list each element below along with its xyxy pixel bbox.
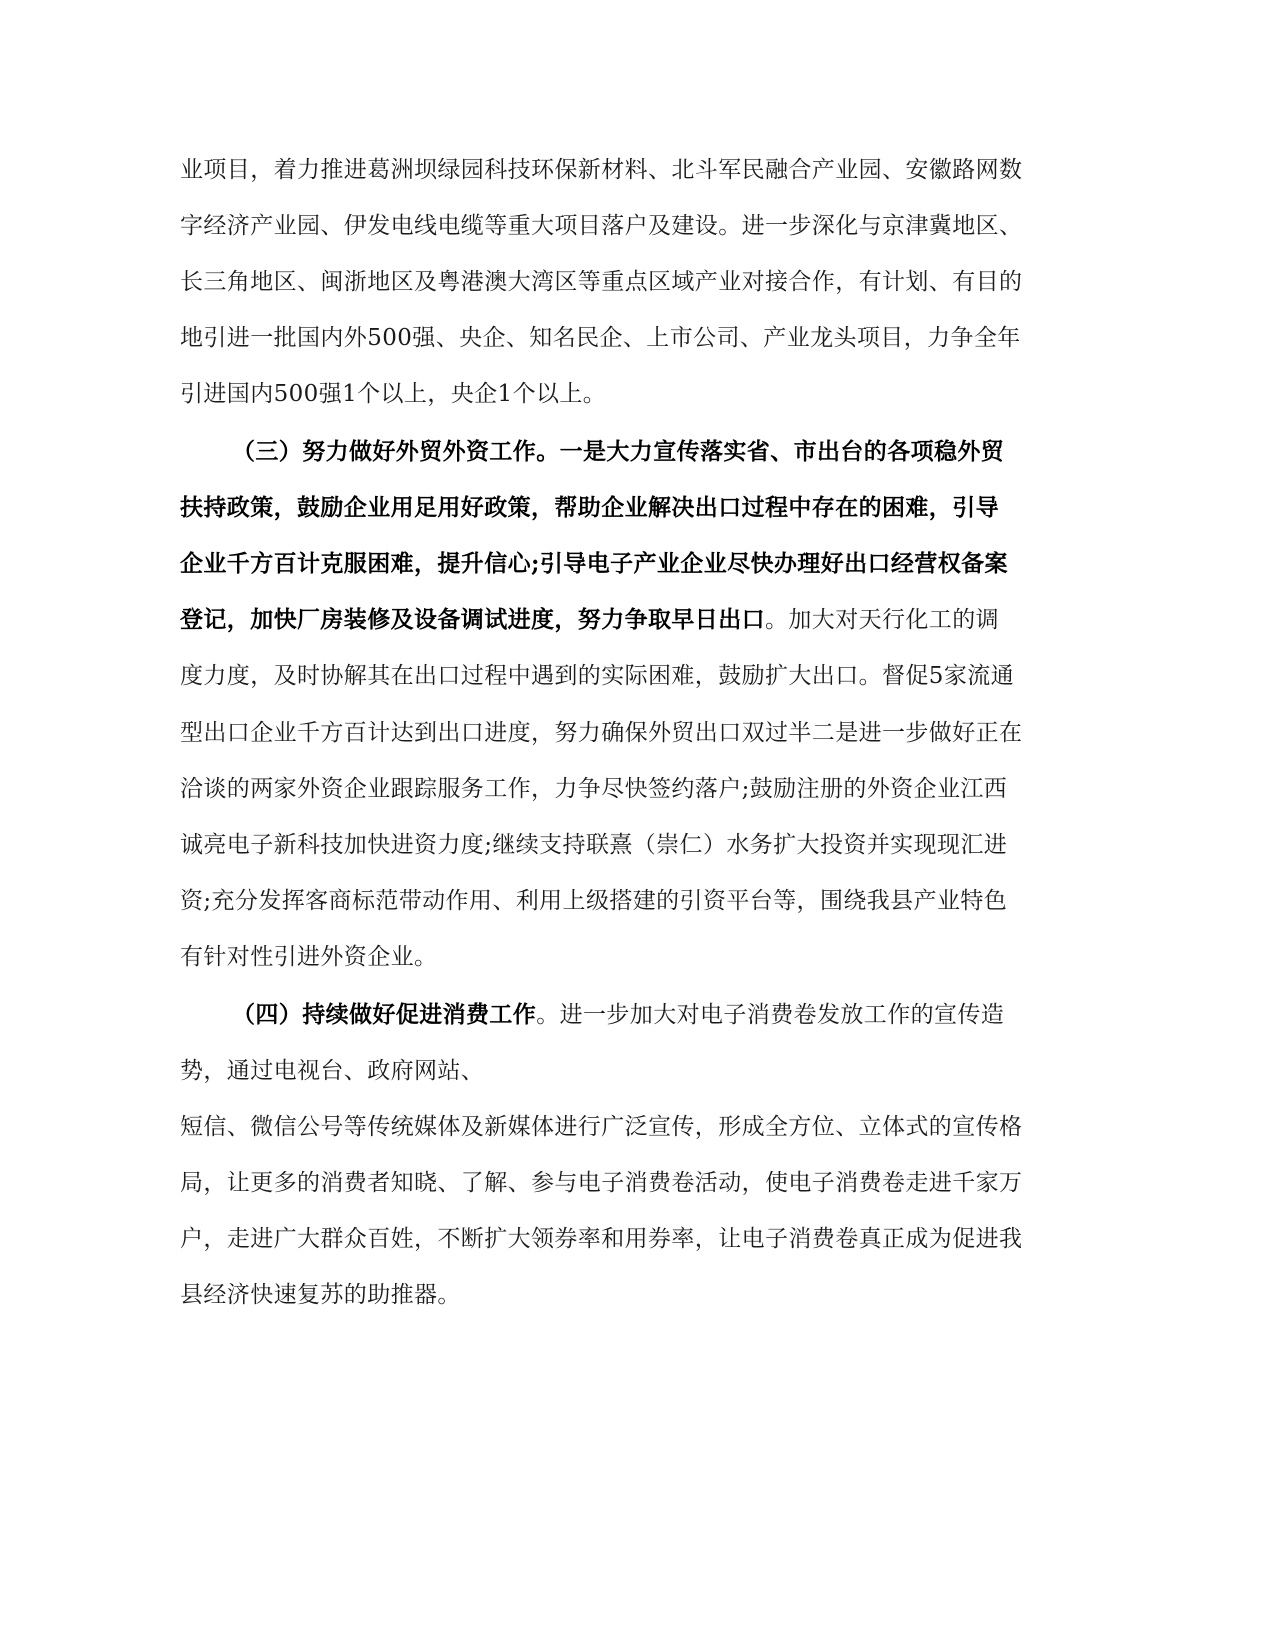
text-line: 度力度，及时协解其在出口过程中遇到的实际困难，鼓励扩大出口。督促5家流通 <box>180 663 1015 689</box>
section-heading: （三）努力做好外贸外资工作。一是大力宣传落实省、市出台的各项稳外贸 <box>232 438 1005 465</box>
text-line: 型出口企业千方百计达到出口进度，努力确保外贸出口双过半二是进一步做好正在 <box>180 720 1023 746</box>
text-line: 扶持政策，鼓励企业用足用好政策，帮助企业解决出口过程中存在的困难，引导 <box>180 494 999 521</box>
text-line: 资;充分发挥客商标范带动作用、利用上级搭建的引资平台等，围绕我县产业特色 <box>180 888 1008 914</box>
text-line: 短信、微信公号等传统媒体及新媒体进行广泛宣传，形成全方位、立体式的宣传格 <box>180 1114 1023 1140</box>
section-heading-line <box>232 432 1004 472</box>
text-line: 诚亮电子新科技加快进资力度;继续支持联熹（崇仁）水务扩大投资并实现现汇进 <box>180 832 1008 858</box>
text-line: 户，走进广大群众百姓，不断扩大领券率和用券率，让电子消费卷真正成为促进我 <box>180 1226 1023 1252</box>
text-line: 业项目，着力推进葛洲坝绿园科技环保新材料、北斗军民融合产业园、安徽路网数 <box>180 157 1023 183</box>
text-line: 引进国内500强1个以上，央企1个以上。 <box>180 381 607 407</box>
text-line: 字经济产业园、伊发电线电缆等重大项目落户及建设。进一步深化与京津冀地区、 <box>180 213 1023 239</box>
text-line: 企业千方百计克服困难，提升信心;引导电子产业企业尽快办理好出口经营权备案 <box>180 550 1008 577</box>
text-line: 县经济快速复苏的助推器。 <box>180 1282 461 1308</box>
text-line: 有针对性引进外资企业。 <box>180 944 438 970</box>
text-line: 势，通过电视台、政府网站、 <box>180 1058 485 1084</box>
text-line: 长三角地区、闽浙地区及粤港澳大湾区等重点区域产业对接合作，有计划、有目的 <box>180 269 1023 295</box>
section-heading: （四）持续做好促进消费工作 <box>232 1001 537 1028</box>
text-line: 洽谈的两家外资企业跟踪服务工作，力争尽快签约落户;鼓励注册的外资企业江西 <box>180 776 1008 802</box>
section-heading-line: （四）持续做好促进消费工作。进一步加大对电子消费卷发放工作的宣传造 <box>232 1001 1005 1028</box>
text-line: 登记，加快厂房装修及设备调试进度，努力争取早日出口。加大对天行化工的调 <box>180 606 999 633</box>
text-line: 地引进一批国内外500强、央企、知名民企、上市公司、产业龙头项目，力争全年 <box>180 325 1021 351</box>
text-line: 局，让更多的消费者知晓、了解、参与电子消费卷活动，使电子消费卷走进千家万 <box>180 1170 1023 1196</box>
